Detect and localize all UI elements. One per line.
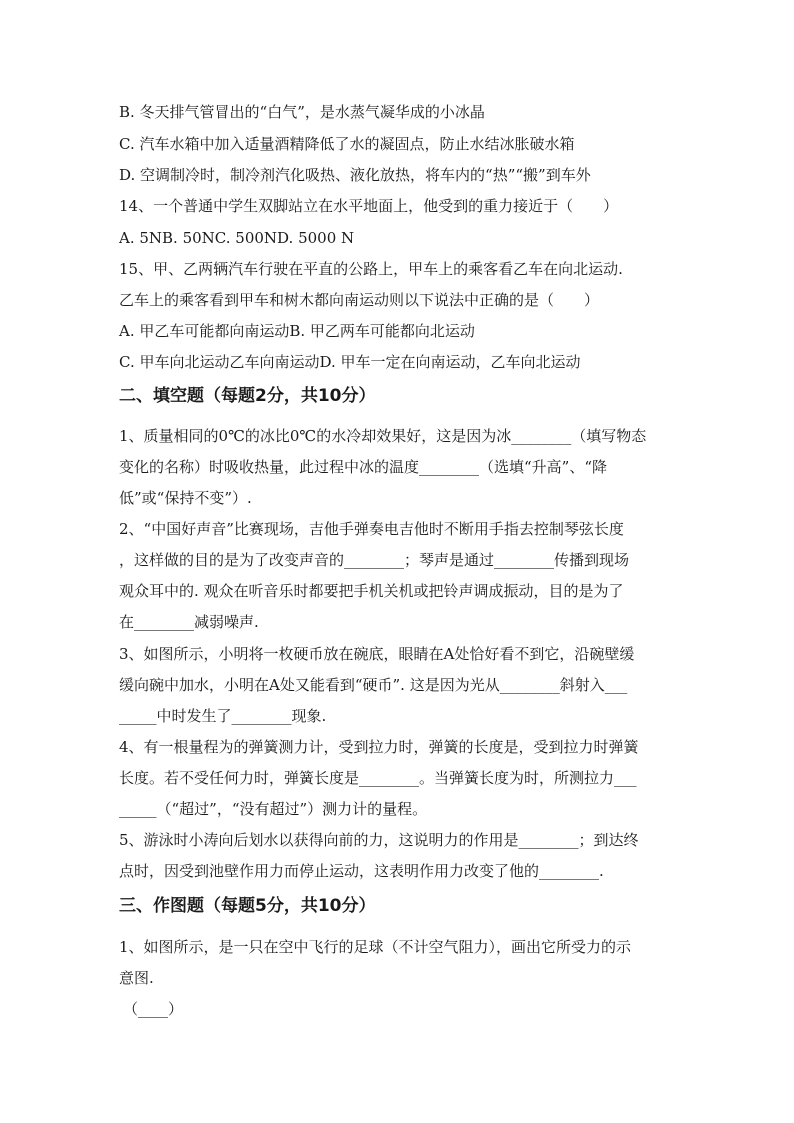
fill-4-line-2: 长度。若不受任何力时，弹簧长度是________。当弹簧长度为时，所测拉力___ bbox=[119, 769, 637, 787]
question-15-line-1: 15、甲、乙两辆汽车行驶在平直的公路上，甲车上的乘客看乙车在向北运动. bbox=[119, 260, 623, 278]
fill-3-line-2: 缓向碗中加水，小明在A处又能看到“硬币”. 这是因为光从________斜射入___ bbox=[119, 676, 628, 694]
fill-4-line-1: 4、有一根量程为的弹簧测力计，受到拉力时，弹簧的长度是，受到拉力时弹簧 bbox=[119, 738, 639, 756]
section-2-heading: 二、填空题（每题2分，共10分） bbox=[119, 386, 376, 406]
fill-4-line-3: _____（“超过”，“没有超过”）测力计的量程。 bbox=[119, 800, 428, 818]
drawing-1-line-2: 意图. bbox=[119, 969, 154, 987]
question-15-options-cd: C. 甲车向北运动乙车向南运动D. 甲车一定在向南运动，乙车向北运动 bbox=[119, 353, 581, 371]
q13-option-b: B. 冬天排气管冒出的“白气”，是水蒸气凝华成的小冰晶 bbox=[119, 103, 485, 121]
fill-3-line-3: _____中时发生了________现象. bbox=[119, 707, 327, 725]
fill-5-line-2: 点时，因受到池壁作用力而停止运动，这表明作用力改变了他的________. bbox=[119, 862, 604, 880]
q13-option-d: D. 空调制冷时，制冷剂汽化吸热、液化放热，将车内的“热”“搬”到车外 bbox=[119, 166, 591, 184]
fill-1-line-3: 低”或“保持不变”）. bbox=[119, 489, 252, 507]
question-15-line-2: 乙车上的乘客看到甲车和树木都向南运动则以下说法中正确的是（ ） bbox=[119, 291, 600, 309]
fill-1-line-1: 1、质量相同的0℃的冰比0℃的水冷却效果好，这是因为冰________（填写物态 bbox=[119, 427, 647, 445]
fill-5-line-1: 5、游泳时小涛向后划水以获得向前的力，这说明力的作用是________；到达终 bbox=[119, 831, 639, 849]
fill-2-line-1: 2、“中国好声音”比赛现场，吉他手弹奏电吉他时不断用手指去控制琴弦长度 bbox=[119, 520, 624, 538]
fill-1-line-2: 变化的名称）时吸收热量，此过程中冰的温度________（选填“升高”、“降 bbox=[119, 458, 608, 476]
question-15-options-ab: A. 甲乙车可能都向南运动B. 甲乙两车可能都向北运动 bbox=[119, 322, 475, 340]
fill-2-line-4: 在________减弱噪声. bbox=[119, 613, 259, 631]
fill-3-line-1: 3、如图所示，小明将一枚硬币放在碗底，眼睛在A处恰好看不到它，沿碗壁缓 bbox=[119, 645, 635, 663]
q13-option-c: C. 汽车水箱中加入适量酒精降低了水的凝固点，防止水结冰胀破水箱 bbox=[119, 135, 575, 153]
question-14-options: A. 5NB. 50NC. 500ND. 5000 N bbox=[119, 229, 355, 247]
fill-2-line-2: ，这样做的目的是为了改变声音的________；琴声是通过________传播到现场 bbox=[119, 551, 630, 569]
question-14: 14、一个普通中学生双脚站立在水平地面上，他受到的重力接近于（ ） bbox=[119, 197, 619, 215]
drawing-1-line-1: 1、如图所示，是一只在空中飞行的足球（不计空气阻力），画出它所受力的示 bbox=[119, 938, 632, 956]
fill-2-line-3: 观众耳中的. 观众在听音乐时都要把手机关机或把铃声调成振动，目的是为了 bbox=[119, 582, 624, 600]
drawing-1-answer-blank: （____） bbox=[123, 1000, 184, 1018]
section-3-heading: 三、作图题（每题5分，共10分） bbox=[119, 896, 376, 916]
